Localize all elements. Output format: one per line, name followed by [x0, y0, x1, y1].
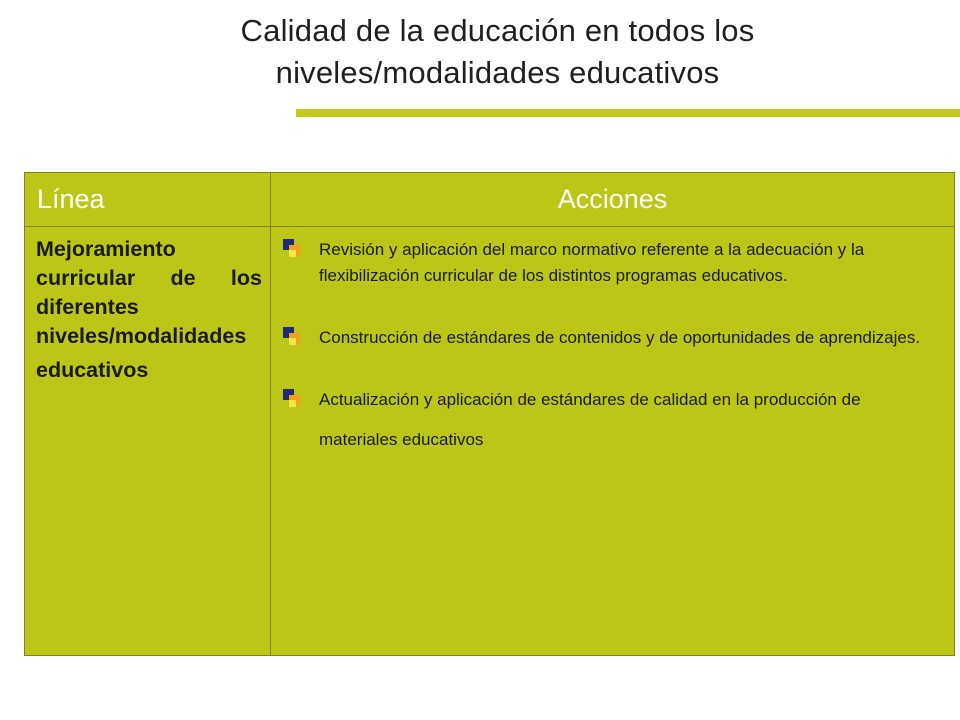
action-text: Revisión y aplicación del marco normativo referente a la adecuación y la flexibilización curricular de los distintos programas educativos.: [319, 240, 865, 285]
header-linea: Línea: [25, 173, 271, 227]
slide-title-line-1: Calidad de la educación en todos los: [240, 13, 755, 48]
lineas-acciones-table: [24, 172, 955, 656]
action-item: [283, 237, 930, 289]
linea-text: Mejoramiento curricular de los diferentes niveles/modalidades: [36, 237, 262, 348]
header-acciones: Acciones: [271, 173, 955, 227]
square-bullet-icon: [283, 389, 302, 408]
action-item: [283, 325, 930, 351]
action-text: Construcción de estándares de contenidos y de oportunidades de aprendizajes.: [319, 328, 921, 347]
table-header-row: [25, 173, 955, 227]
linea-text-tail: educativos: [36, 358, 149, 382]
square-bullet-icon: [283, 239, 302, 258]
slide-title: [100, 10, 895, 94]
square-bullet-icon: [283, 327, 302, 346]
acciones-cell: [271, 227, 955, 656]
action-text: Actualización y aplicación de estándares de calidad en la producción de materiales educativos: [319, 390, 861, 449]
table-row: [25, 227, 955, 656]
accent-rule: [296, 109, 960, 117]
linea-cell: [25, 227, 271, 656]
slide-title-line-2: niveles/modalidades educativos: [275, 55, 720, 90]
action-item: [283, 387, 930, 460]
